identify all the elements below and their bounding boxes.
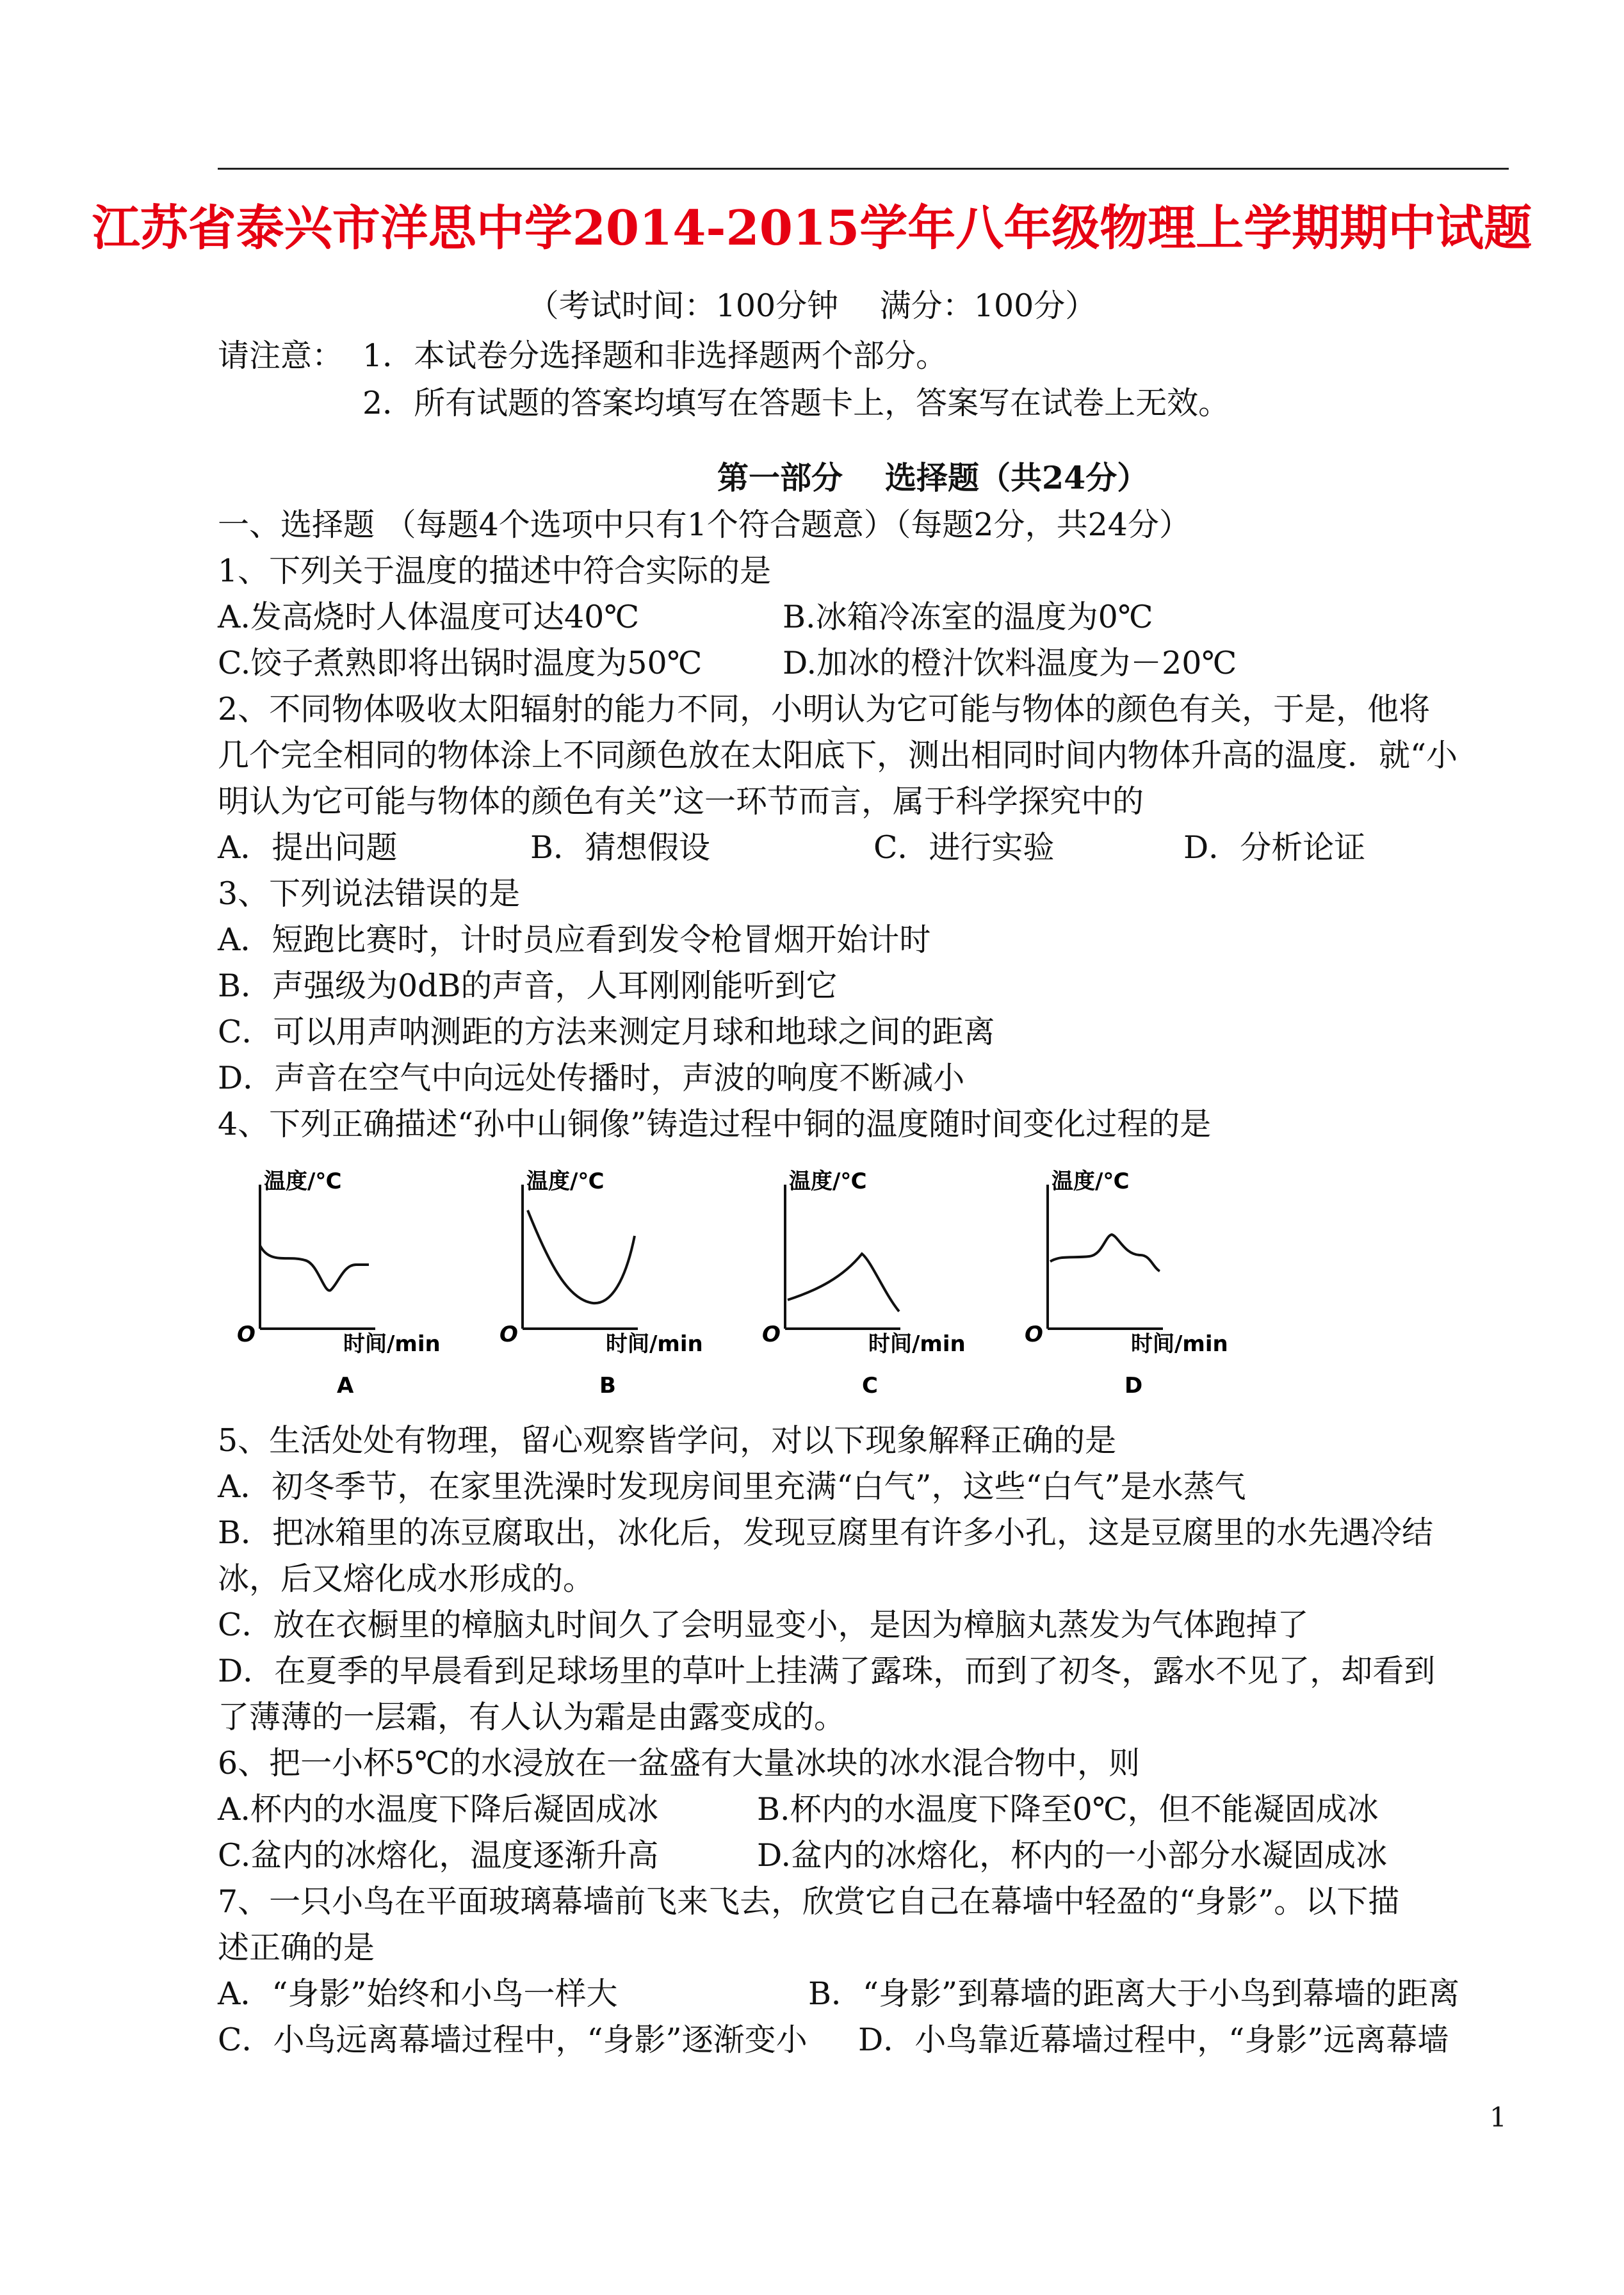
q6-option-c: C.盆内的冰熔化，温度逐渐升高 [218,1837,659,1874]
x-axis-label: 时间/min [606,1331,703,1357]
q4-graph-b [497,1165,708,1402]
q5-option-line-4: C．放在衣橱里的樟脑丸时间久了会明显变小，是因为樟脑丸蒸发为气体跑掉了 [218,1607,1309,1643]
q1-option-c: C.饺子煮熟即将出锅时温度为50℃ [218,645,702,681]
q6-option-a: A.杯内的水温度下降后凝固成冰 [218,1791,658,1828]
q7-option-b: B．“身影”到幕墙的距离大于小鸟到幕墙的距离 [808,1975,1460,2012]
origin-label: O [499,1322,518,1347]
q7-stem-line-1: 7、一只小鸟在平面玻璃幕墙前飞来飞去，欣赏它自己在幕墙中轻盈的“身影”。以下描 [218,1883,1400,1920]
q7-stem-line-2: 述正确的是 [218,1929,375,1966]
x-axis-label: 时间/min [868,1331,966,1357]
x-axis-label: 时间/min [343,1331,441,1357]
q2-option-a: A．提出问题 [218,829,398,866]
q3-option-c: C．可以用声呐测距的方法来测定月球和地球之间的距离 [218,1014,995,1050]
q2-stem-line-1: 2、不同物体吸收太阳辐射的能力不同，小明认为它可能与物体的颜色有关，于是，他将 [218,691,1431,727]
q2-stem-line-3: 明认为它可能与物体的颜色有关”这一环节而言，属于科学探究中的 [218,783,1144,820]
q5-option-line-2: B．把冰箱里的冻豆腐取出，冰化后，发现豆腐里有许多小孔，这是豆腐里的水先遇冷结 [218,1514,1434,1551]
exam-info: （考试时间：100分钟 满分：100分） [527,288,1097,324]
q7-option-c: C．小鸟远离幕墙过程中，“身影”逐渐变小 [218,2022,808,2058]
q1-stem: 1、下列关于温度的描述中符合实际的是 [218,553,772,589]
x-axis-label: 时间/min [1131,1331,1228,1357]
q3-option-a: A．短跑比赛时，计时员应看到发令枪冒烟开始计时 [218,921,931,958]
q5-option-line-5: D．在夏季的早晨看到足球场里的草叶上挂满了露珠，而到了初冬，露水不见了，却看到 [218,1653,1436,1689]
header-rule [218,168,1509,170]
q2-stem-line-2: 几个完全相同的物体涂上不同颜色放在太阳底下，测出相同时间内物体升高的温度．就“小 [218,737,1458,774]
origin-label: O [762,1322,781,1347]
q4-graph-d [1022,1165,1233,1402]
graph-label: A [337,1373,354,1399]
y-axis-label: 温度/℃ [264,1169,342,1194]
q1-option-d: D.加冰的橙汁饮料温度为－20℃ [783,645,1237,681]
temperature-curve [260,1245,369,1290]
origin-label: O [1025,1322,1043,1347]
q6-option-d: D.盆内的冰熔化，杯内的一小部分水凝固成冰 [757,1837,1388,1874]
graph-label: D [1125,1373,1143,1399]
q2-option-d: D．分析论证 [1183,829,1366,866]
q5-option-line-6: 了薄薄的一层霜，有人认为霜是由露变成的。 [218,1699,846,1735]
origin-label: O [237,1322,256,1347]
q1-option-a: A.发高烧时人体温度可达40℃ [218,599,640,635]
graph-label: C [862,1373,878,1399]
page-number: 1 [1490,2102,1507,2133]
q2-option-b: B．猜想假设 [530,829,711,866]
q5-option-line-3: 冰，后又熔化成水形成的。 [218,1561,595,1597]
notice-item-1: 1．本试卷分选择题和非选择题两个部分。 [362,337,948,374]
q3-option-d: D．声音在空气中向远处传播时，声波的响度不断减小 [218,1060,965,1096]
q1-option-b: B.冰箱冷冻室的温度为0℃ [783,599,1153,635]
notice-label: 请注意： [218,337,344,374]
y-axis-label: 温度/℃ [789,1169,867,1194]
q2-option-c: C．进行实验 [873,829,1055,866]
q3-option-b: B．声强级为0dB的声音，人耳刚刚能听到它 [218,968,838,1004]
q5-stem: 5、生活处处有物理，留心观察皆学问，对以下现象解释正确的是 [218,1422,1117,1459]
q3-stem: 3、下列说法错误的是 [218,875,521,912]
q6-option-b: B.杯内的水温度下降至0℃，但不能凝固成冰 [757,1791,1379,1828]
page-title: 江苏省泰兴市洋思中学2014-2015学年八年级物理上学期期中试题 [92,200,1532,256]
y-axis-label: 温度/℃ [526,1169,605,1194]
q6-stem: 6、把一小杯5℃的水浸放在一盆盛有大量冰块的冰水混合物中，则 [218,1745,1141,1781]
y-axis-label: 温度/℃ [1052,1169,1130,1194]
temperature-curve [528,1210,635,1303]
temperature-curve [1050,1235,1160,1271]
notice-item-2: 2．所有试题的答案均填写在答题卡上，答案写在试卷上无效。 [362,385,1230,421]
q7-option-a: A．“身影”始终和小鸟一样大 [218,1975,618,2012]
q5-option-line-1: A．初冬季节，在家里洗澡时发现房间里充满“白气”，这些“白气”是水蒸气 [218,1468,1246,1505]
q4-graph-a [234,1165,446,1402]
q4-stem: 4、下列正确描述“孙中山铜像”铸造过程中铜的温度随时间变化过程的是 [218,1106,1212,1142]
graph-label: B [599,1373,616,1399]
q7-option-d: D．小鸟靠近幕墙过程中，“身影”远离幕墙 [858,2022,1449,2058]
temperature-curve [788,1254,899,1311]
q4-graph-c [759,1165,971,1402]
section1-heading: 一、选择题 （每题4个选项中只有1个符合题意）（每题2分，共24分） [218,507,1190,543]
part1-heading: 第一部分 选择题（共24分） [717,459,1149,496]
